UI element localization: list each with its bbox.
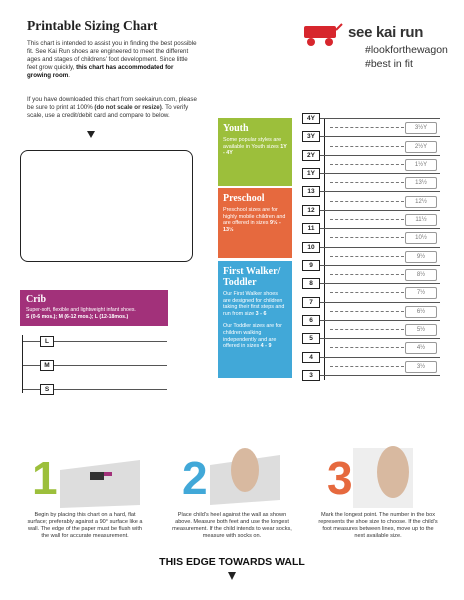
half-size-box-1: 2½Y (405, 141, 437, 153)
size-line (320, 155, 440, 156)
half-size-line (330, 219, 404, 220)
first-walker-panel (218, 261, 292, 378)
half-size-box-3: 13½ (405, 177, 437, 189)
size-line (320, 302, 440, 303)
wall-edge-label: THIS EDGE TOWARDS WALL (159, 556, 305, 568)
size-line (320, 210, 440, 211)
down-arrow-icon (228, 572, 236, 580)
preschool-text: Preschool sizes are for highly mobile children and are offered in sizes 9½ - 13½ (223, 207, 286, 233)
half-size-box-2: 1½Y (405, 159, 437, 171)
down-arrow-icon (87, 131, 95, 138)
size-box-3: 1Y (302, 168, 320, 179)
half-size-line (330, 274, 404, 275)
half-size-line (330, 292, 404, 293)
toddler-text: Our Toddler sizes are for children walking independently and are offered in sizes 4 - 9 (223, 323, 282, 350)
crib-size-box-1: M (40, 360, 54, 371)
half-size-line (330, 201, 404, 202)
half-size-box-6: 10½ (405, 232, 437, 244)
crib-size-box-0: L (40, 336, 54, 347)
wagon-logo-icon (300, 22, 344, 48)
half-size-box-0: 3½Y (405, 122, 437, 134)
crib-panel (20, 290, 168, 326)
half-size-box-5: 11½ (405, 214, 437, 226)
size-line (320, 283, 440, 284)
ruler-spine (324, 118, 325, 380)
half-size-line (330, 127, 404, 128)
half-size-line (330, 256, 404, 257)
half-size-box-11: 5½ (405, 324, 437, 336)
first-walker-text: Our First Walker shoes are designed for children taking their first steps and run from size 3 - 6 (223, 291, 285, 317)
preschool-panel (218, 188, 292, 258)
half-size-line (330, 164, 404, 165)
half-size-line (330, 237, 404, 238)
size-line (320, 338, 440, 339)
half-size-line (330, 311, 404, 312)
size-line (320, 320, 440, 321)
page-title: Printable Sizing Chart (27, 18, 158, 33)
size-line (320, 247, 440, 248)
brand-name: see kai run (348, 24, 424, 41)
half-size-box-7: 9½ (405, 251, 437, 263)
youth-text: Some popular styles are available in Youth sizes 1Y - 4Y (223, 137, 287, 157)
size-box-4: 13 (302, 186, 320, 197)
size-box-2: 2Y (302, 150, 320, 161)
step-1-caption: Begin by placing this chart on a hard, flat surface; preferably against a 90° surface like a wall. The edge of the paper must be flush with the wall for accurate measurement. (27, 512, 143, 539)
step-3-illustration (325, 440, 435, 510)
print-note: If you have downloaded this chart from seekairun.com, please be sure to print at 100% (do not scale or resize). To verify scale, use a credit/debit card and compare to below. (27, 96, 197, 119)
size-box-9: 8 (302, 278, 320, 289)
crib-title: Crib (26, 294, 46, 305)
size-line (320, 136, 440, 137)
half-size-box-4: 12½ (405, 196, 437, 208)
half-size-box-10: 6½ (405, 306, 437, 318)
intro-text: This chart is intended to assist you in finding the best possible fit. See Kai Run shoes are engineered to meet the different ages and stages of childrens’ foot development. Since little feet grow quickly, this chart has accommodated for growing room. (27, 40, 197, 79)
size-line (320, 191, 440, 192)
half-size-line (330, 347, 404, 348)
size-box-0: 4Y (302, 113, 320, 124)
half-size-box-13: 3½ (405, 361, 437, 373)
size-box-8: 9 (302, 260, 320, 271)
size-box-12: 5 (302, 333, 320, 344)
size-box-10: 7 (302, 297, 320, 308)
crib-spine (22, 335, 23, 393)
step-1-number: 1 (32, 452, 58, 504)
step-2-caption: Place child’s heel against the wall as shown above. Measure both feet and use the longest measurement. If the child intends to wear socks, measure with socks on. (172, 512, 292, 539)
crib-sizes: S (0-6 mos.); M (6-12 mos.); L (12-18mos.) (26, 313, 129, 320)
first-walker-title: First Walker/ Toddler (223, 266, 281, 288)
crib-text: Super-soft, flexible and lightweight infant shoes. (26, 307, 136, 313)
size-line (320, 375, 440, 376)
step-2-illustration (180, 440, 290, 510)
size-line (320, 357, 440, 358)
step-3-caption: Mark the longest point. The number in the box represents the shoe size to choose. If the child’s foot measures between lines, move up to the next available size. (318, 512, 438, 539)
size-box-13: 4 (302, 352, 320, 363)
preschool-title: Preschool (223, 193, 265, 204)
half-size-box-12: 4½ (405, 342, 437, 354)
size-box-14: 3 (302, 370, 320, 381)
size-line (320, 228, 440, 229)
youth-title: Youth (223, 123, 249, 134)
step-3-number: 3 (327, 452, 353, 504)
half-size-line (330, 329, 404, 330)
youth-panel (218, 118, 292, 186)
brand-tag-1: #lookforthewagon (365, 44, 448, 56)
half-size-box-9: 7½ (405, 287, 437, 299)
step-1-illustration (30, 450, 145, 510)
half-size-box-8: 8½ (405, 269, 437, 281)
size-line (320, 118, 440, 119)
size-box-5: 12 (302, 205, 320, 216)
size-box-6: 11 (302, 223, 320, 234)
brand-tag-2: #best in fit (365, 58, 413, 70)
step-2-number: 2 (182, 452, 208, 504)
size-line (320, 265, 440, 266)
size-box-1: 3Y (302, 131, 320, 142)
size-line (320, 173, 440, 174)
crib-size-box-2: S (40, 384, 54, 395)
half-size-line (330, 146, 404, 147)
size-box-7: 10 (302, 242, 320, 253)
half-size-line (330, 366, 404, 367)
credit-card-outline (20, 150, 193, 262)
size-box-11: 6 (302, 315, 320, 326)
half-size-line (330, 182, 404, 183)
